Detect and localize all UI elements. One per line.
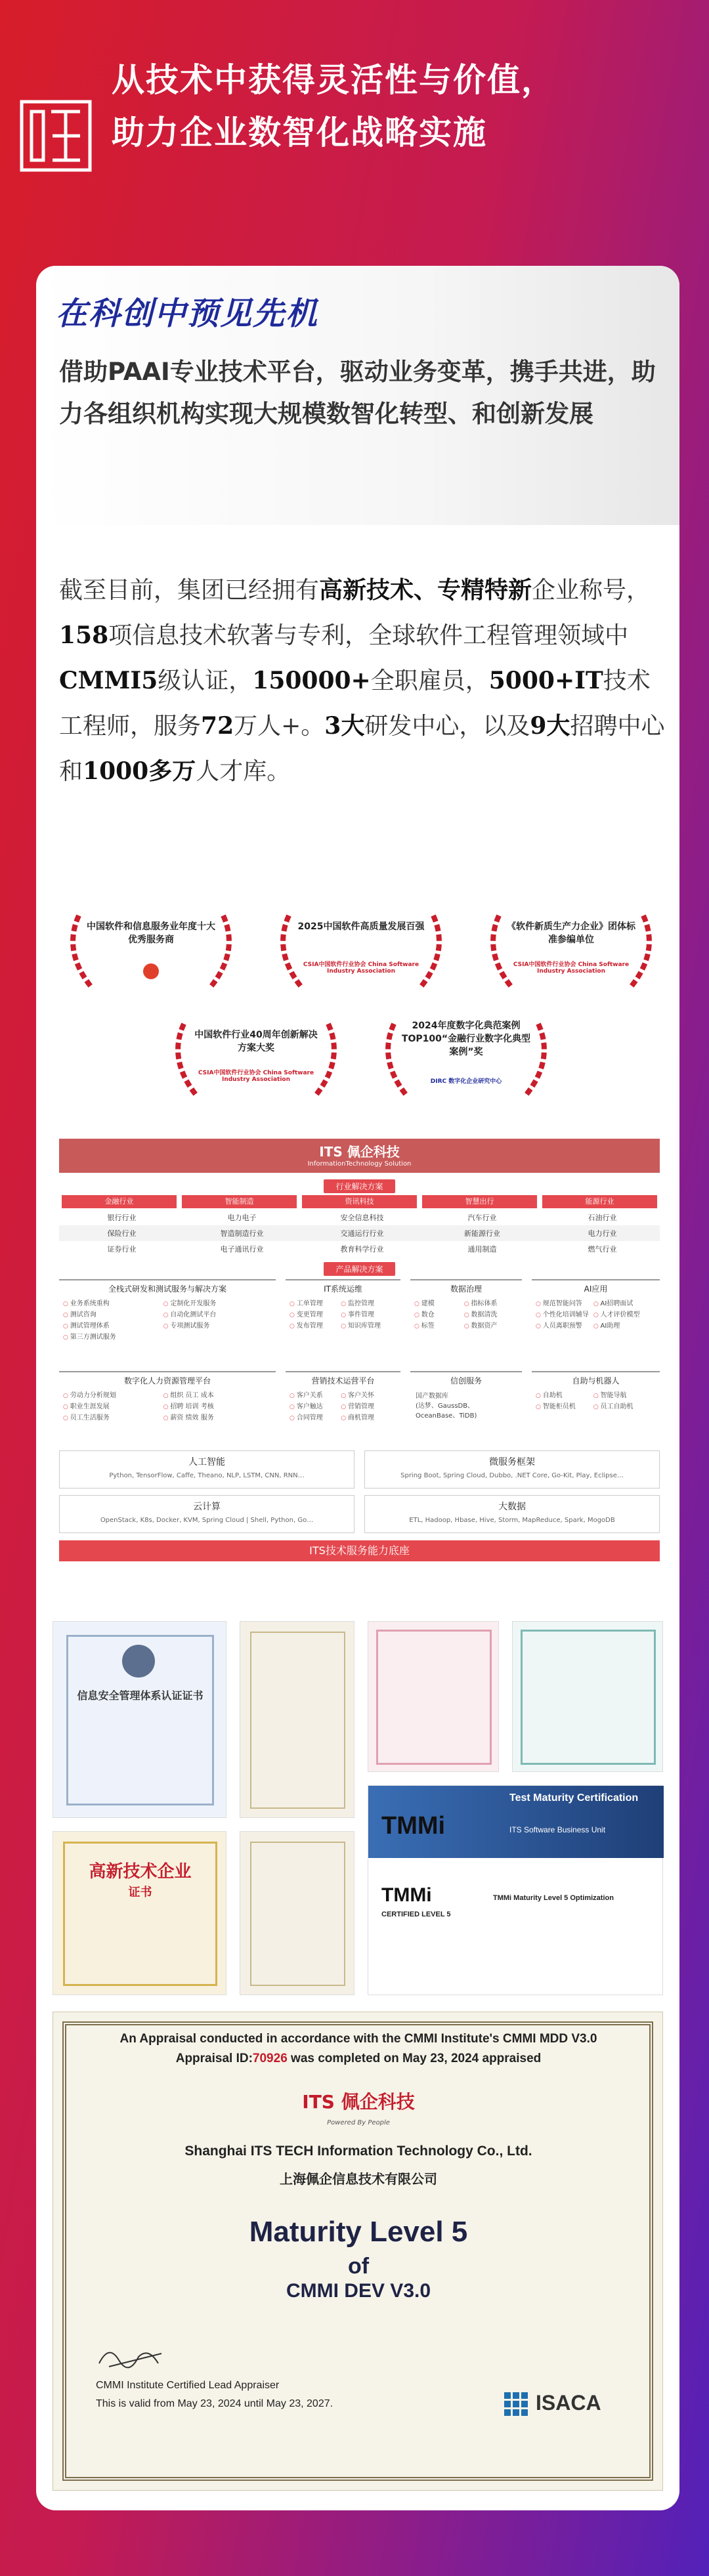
laurel-icon — [164, 1014, 348, 1106]
industry-header: 金融行业 智能制造 资讯科技 智慧出行 能源行业 — [59, 1194, 660, 1210]
certificate-stack — [240, 1621, 354, 1818]
its-logo-icon — [20, 100, 92, 172]
industry-row: 证券行业 电子通讯行业 教育科学行业 通用制造 燃气行业 — [107, 1245, 617, 1254]
cmmi-slogan: Powered By People — [327, 2119, 390, 2126]
base-bar: ITS技术服务能力底座 — [59, 1540, 660, 1561]
its-logo: ITS 佩企科技 — [302, 2091, 415, 2113]
award-badge: 中国软件和信息服务业年度十大优秀服务商 — [59, 906, 243, 998]
tech-box: 云计算 OpenStack, K8s, Docker, KVM, Spring Cloud | Shell, Python, Go… — [59, 1495, 354, 1533]
tech-box: 人工智能 Python, TensorFlow, Caffe, Theano, NLP, LSTM, CNN, RNN… — [59, 1450, 354, 1489]
cmmi-line-1: An Appraisal conducted in accordance with the CMMI Institute's CMMI MDD V3.0 — [119, 2032, 597, 2046]
product-group: AI应用 ○ 规范智能问答○ AI招聘面试○ 个性化培训辅导○ 人才评价模型○ 人员离职预警○ AI助理 — [532, 1279, 660, 1364]
isms-certificate: 信息安全管理体系认证证书 — [53, 1621, 226, 1818]
company-stats-paragraph: 截至目前，集团已经拥有高新技术、专精特新企业称号，158项信息技术软著与专利，全球软件工程管理领域中CMMI5级认证，150000+全职雇员，5000+IT技术工程师，服务72万人+。3大研发中心，以及9大招聘中心和1000多万人才库。 — [59, 576, 665, 785]
isaca-logo: ISACA — [503, 2388, 621, 2420]
certificate-stack — [240, 1831, 354, 1995]
product-group: IT系统运维 ○ 工单管理○ 监控管理○ 变更管理○ 事件管理○ 发布管理○ 知识库管理 — [286, 1279, 400, 1364]
company-name-cn: 上海佩企信息技术有限公司 — [280, 2171, 437, 2187]
content-card — [36, 266, 679, 2510]
signature-icon — [96, 2340, 175, 2373]
certificates-section — [53, 1621, 663, 1995]
product-group: 全栈式研发和测试服务与解决方案 ○ 业务系统重构○ 定制化开发服务○ 测试咨询○ 自动化测试平台○ 测试管理体系○ 专项测试服务○ 第三方测试服务 — [59, 1279, 276, 1364]
tech-box: 微服务框架 Spring Boot, Spring Cloud, Dubbo, .NET Core, Go-Kit, Play, Eclipse… — [364, 1450, 660, 1489]
tmmi-certificate: Test Maturity Certification TMMi ITS Software Business Unit TMMi CERTIFIED LEVEL 5 TMMi Maturity Level 5 Optimization — [368, 1785, 663, 1995]
intro-section — [36, 266, 679, 525]
company-name-en: Shanghai ITS TECH Information Technology Co., Ltd. — [184, 2143, 532, 2159]
lead-appraiser: CMMI Institute Certified Lead Appraiser — [96, 2380, 280, 2391]
certificate — [512, 1621, 663, 1772]
award-badge: 《软件新质生产力企业》团体标准参编单位 CSIA中国软件行业协会 China Software Industry Association — [479, 906, 663, 998]
product-group: 数据治理 ○ 建模○ 指标体系○ 数仓○ 数据清洗○ 标签○ 数据资产 — [410, 1279, 522, 1364]
laurel-icon — [59, 906, 243, 998]
cmmi-dev: CMMI DEV V3.0 — [286, 2280, 431, 2302]
gaoxin-certificate: 高新技术企业 证书 — [53, 1831, 226, 1995]
laurel-icon — [479, 906, 663, 998]
page-header — [0, 0, 709, 249]
awards-section — [59, 906, 663, 1122]
industry-row: 保险行业 智造制造行业 交通运行行业 新能源行业 电力行业 — [59, 1225, 660, 1241]
award-badge: 2025中国软件高质量发展百强 CSIA中国软件行业协会 China Software Industry Association — [269, 906, 453, 998]
maturity-of: of — [347, 2254, 370, 2279]
intro-subtitle: 借助PAAI专业技术平台，驱动业务变革，携手共进，助力各组织机构实现大规模数智化转型、和创新发展 — [59, 358, 656, 428]
product-group: 信创服务 国产数据库 (达梦、GaussDB、 OceanBase、TiDB) — [410, 1371, 522, 1443]
laurel-icon — [269, 906, 453, 998]
cmmi-certificate — [53, 2012, 663, 2491]
product-group: 数字化人力资源管理平台 ○ 劳动力分析规划○ 组织 员工 成本○ 职业生涯发展○ 招聘 培训 考核○ 员工生活服务○ 薪资 绩效 服务 — [59, 1371, 276, 1443]
header-line-1: 从技术中获得灵活性与价值， — [112, 61, 555, 99]
isaca-mark-icon — [503, 2391, 529, 2417]
intro-title: 在科创中预见先机 — [56, 295, 319, 332]
product-group: 营销技术运营平台 ○ 客户关系○ 客户关怀○ 客户触达○ 营销管理○ 合同管理○ 商机管理 — [286, 1371, 400, 1443]
solution-brand-bar: ITS 佩企科技 InformationTechnology Solution — [59, 1139, 660, 1173]
industry-row: 银行行业 电力电子 安全信息科技 汽车行业 石油行业 — [107, 1214, 617, 1222]
certificate — [368, 1621, 499, 1772]
solution-panel — [59, 1139, 660, 1582]
header-line-2: 助力企业数智化战略实施 — [112, 114, 487, 152]
product-group: 自助与机器人 ○ 自助机○ 智能导航○ 智能柜员机○ 员工自助机 — [532, 1371, 660, 1443]
cmmi-line-2: Appraisal ID:70926 was completed on May 23, 2024 appraised — [175, 2052, 542, 2065]
valid-dates: This is valid from May 23, 2024 until May 23, 2027. — [96, 2398, 333, 2409]
industry-tag: 行业解决方案 — [324, 1179, 395, 1193]
maturity-level: Maturity Level 5 — [249, 2216, 468, 2248]
award-badge: 2024年度数字化典范案例TOP100“金融行业数字化典型案例”奖 DIRC 数字化企业研究中心 — [374, 1014, 558, 1106]
award-badge: 中国软件行业40周年创新解决方案大奖 CSIA中国软件行业协会 China Software Industry Association — [164, 1014, 348, 1106]
tech-box: 大数据 ETL, Hadoop, Hbase, Hive, Storm, MapReduce, Spark, MogoDB — [364, 1495, 660, 1533]
product-tag: 产品解决方案 — [324, 1262, 395, 1276]
